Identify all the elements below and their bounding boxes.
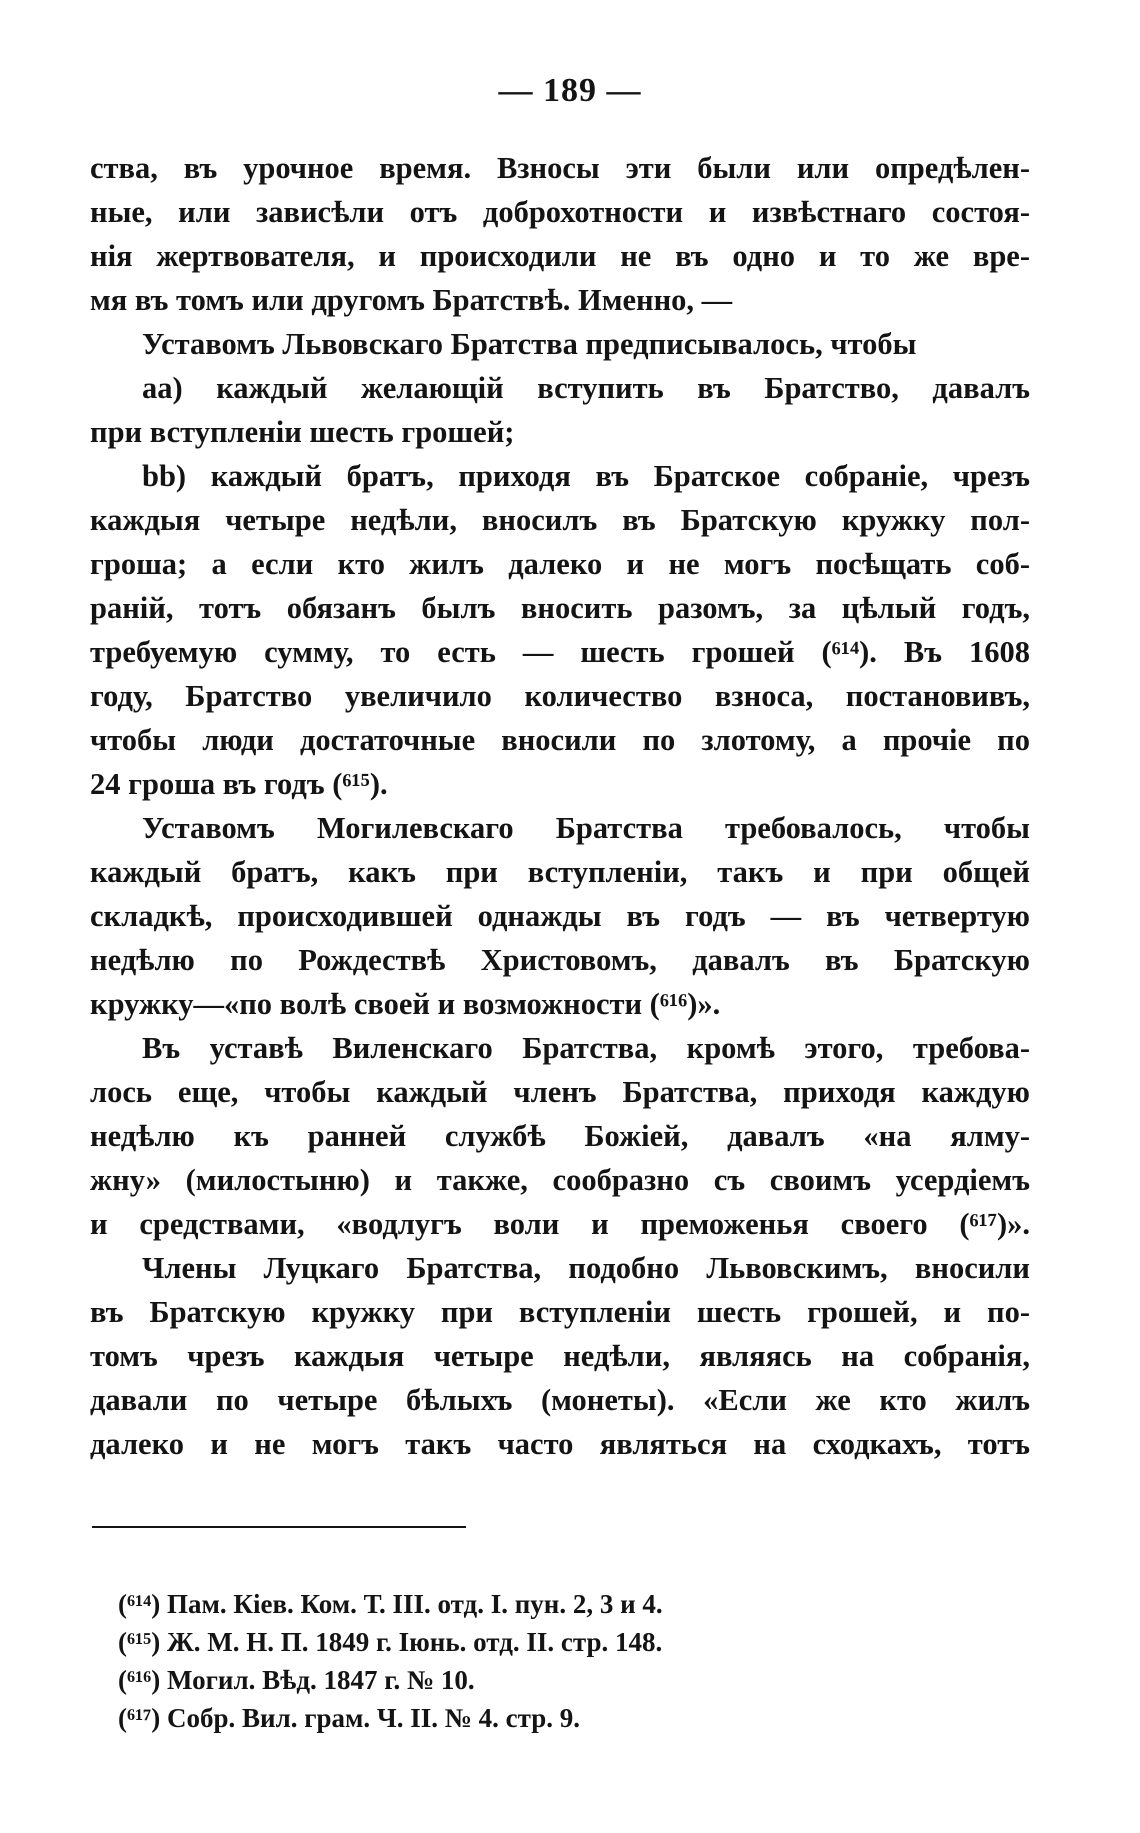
text-line: складкѣ, происходившей однажды въ годъ — въ четвертую	[90, 899, 1030, 933]
text-line: далеко и не могъ такъ часто являться на сходкахъ, тотъ	[90, 1427, 1030, 1461]
footnote-divider	[92, 1526, 466, 1528]
footnote: (⁶¹⁶) Могил. Вѣд. 1847 г. № 10.	[118, 1665, 475, 1695]
footnotes	[118, 1585, 938, 1737]
text-line: гроша; а если кто жилъ далеко и не могъ посѣщать соб-	[90, 547, 1030, 581]
text-line: лось еще, чтобы каждый членъ Братства, приходя каждую	[90, 1075, 1030, 1109]
footnote: (⁶¹⁷) Собр. Вил. грам. Ч. II. № 4. стр. 9.	[118, 1703, 580, 1733]
text-line: аа) каждый желающій вступить въ Братство, давалъ	[142, 371, 1030, 405]
text-line: недѣлю къ ранней службѣ Божіей, давалъ «на ялму-	[90, 1119, 1030, 1153]
text-line: Члены Луцкаго Братства, подобно Львовскимъ, вносили	[142, 1251, 1030, 1285]
text-line: Въ уставѣ Виленскаго Братства, кромѣ этого, требова-	[142, 1031, 1030, 1065]
page-number: — 189 —	[498, 72, 642, 109]
text-line: году, Братство увеличило количество взноса, постановивъ,	[90, 679, 1030, 713]
text-line: давали по четыре бѣлыхъ (монеты). «Если же кто жилъ	[90, 1383, 1030, 1417]
text-line: Уставомъ Могилевскаго Братства требовалось, чтобы	[142, 811, 1030, 845]
text-line: ные, или зависѣли отъ доброхотности и извѣстнаго состоя-	[90, 195, 1030, 229]
text-line: ства, въ урочное время. Взносы эти были или опредѣлен-	[90, 151, 1030, 185]
text-line: томъ чрезъ каждыя четыре недѣли, являясь на собранія,	[90, 1339, 1030, 1373]
text-line: при вступленіи шесть грошей;	[90, 415, 515, 449]
text-line: и средствами, «водлугъ воли и преможенья своего (⁶¹⁷)».	[90, 1207, 1030, 1241]
text-line: раній, тотъ обязанъ былъ вносить разомъ, за цѣлый годъ,	[90, 591, 1030, 625]
text-line: каждый братъ, какъ при вступленіи, такъ и при общей	[90, 855, 1030, 889]
text-line: 24 гроша въ годъ (⁶¹⁵).	[90, 767, 388, 801]
text-line: каждыя четыре недѣли, вносилъ въ Братскую кружку пол-	[90, 503, 1030, 537]
footnote: (⁶¹⁵) Ж. М. Н. П. 1849 г. Іюнь. отд. II. стр. 148.	[118, 1627, 663, 1657]
text-line: жну» (милостыню) и также, сообразно съ своимъ усердіемъ	[90, 1163, 1030, 1197]
text-line: кружку—«по волѣ своей и возможности (⁶¹⁶)».	[90, 987, 721, 1021]
text-line: недѣлю по Рождествѣ Христовомъ, давалъ въ Братскую	[90, 943, 1030, 977]
text-line: Уставомъ Львовскаго Братства предписывалось, чтобы	[142, 327, 917, 361]
footnote: (⁶¹⁴) Пам. Кіев. Ком. Т. III. отд. I. пун. 2, 3 и 4.	[118, 1589, 663, 1619]
text-line: нія жертвователя, и происходили не въ одно и то же вре-	[90, 239, 1030, 273]
body-text	[90, 146, 1030, 1466]
text-line: требуемую сумму, то есть — шесть грошей (⁶¹⁴). Въ 1608	[90, 635, 1030, 669]
text-line: мя въ томъ или другомъ Братствѣ. Именно, —	[90, 283, 733, 317]
text-line: въ Братскую кружку при вступленіи шесть грошей, и по-	[90, 1295, 1030, 1329]
text-line: bb) каждый братъ, приходя въ Братское собраніе, чрезъ	[142, 459, 1030, 493]
text-line: чтобы люди достаточные вносили по злотому, а прочіе по	[90, 723, 1030, 757]
